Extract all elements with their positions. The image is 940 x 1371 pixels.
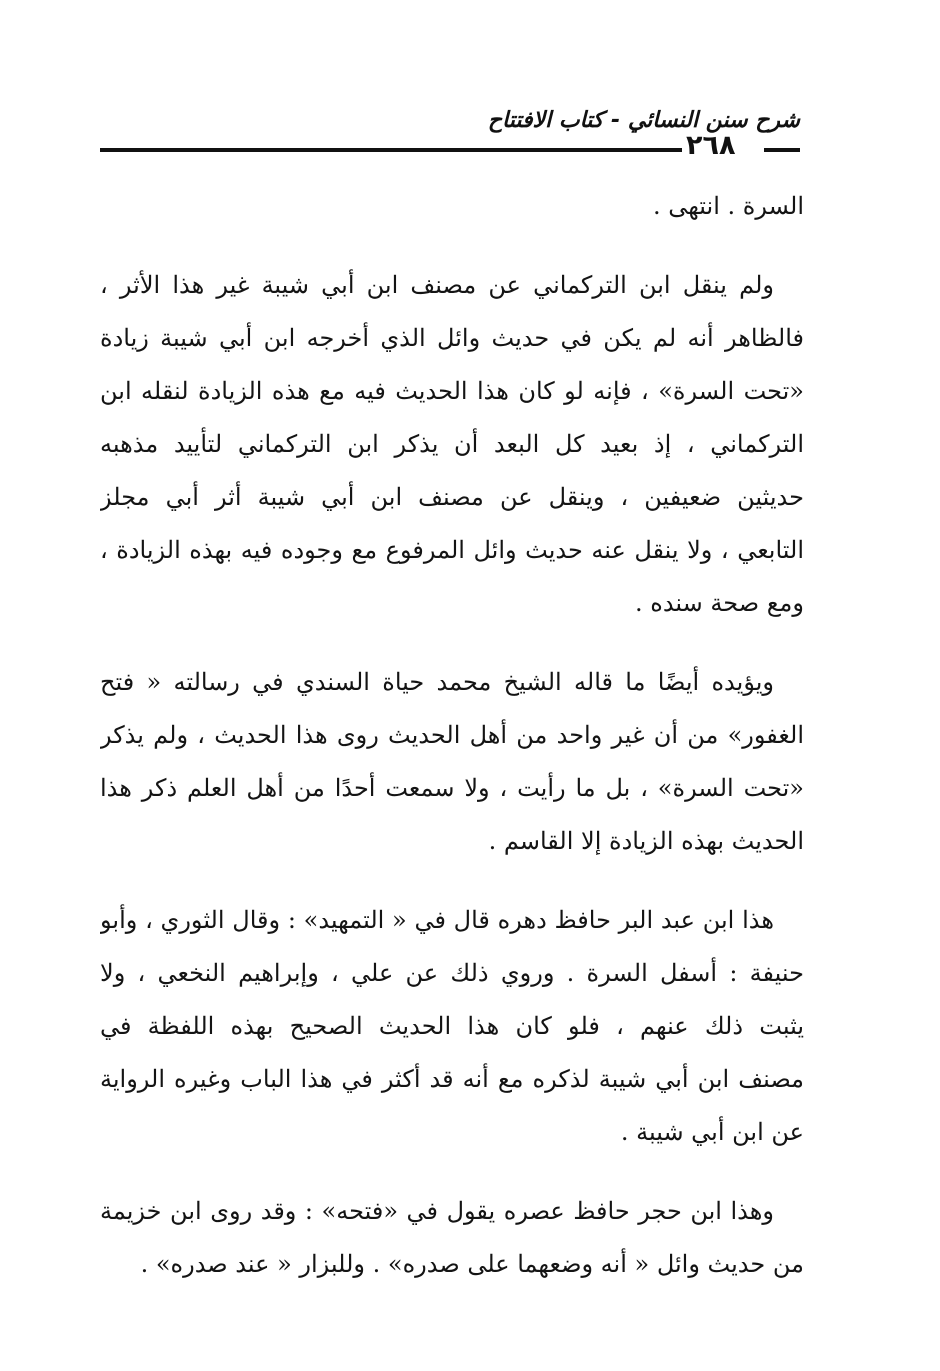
text-line: مصنف ابن أبي شيبة لذكره مع أنه قد أكثر في هذا الباب وغيره الرواية [100,1065,804,1093]
text-line: حديثين ضعيفين ، وينقل عن مصنف ابن أبي شيبة أثر أبي مجلز [100,483,804,511]
paragraph-gap [100,1159,804,1185]
running-header-title: شرح سنن النسائي - كتاب الافتتاح [487,108,800,133]
text-line: من حديث وائل « أنه وضعهما على صدره» . وللبزار « عند صدره» . [140,1250,804,1278]
text-line: ولم ينقل ابن التركماني عن مصنف ابن أبي شيبة غير هذا الأثر ، [100,271,774,299]
paragraph [100,894,804,1159]
text-line: وهذا ابن حجر حافظ عصره يقول في «فتحه» : وقد روى ابن خزيمة [100,1197,774,1225]
paragraph [100,259,804,630]
text-line: السرة . انتهى . [652,192,804,220]
text-line: حنيفة : أسفل السرة . وروي ذلك عن علي ، وإبراهيم النخعي ، ولا [100,959,804,987]
text-line: عن ابن أبي شيبة . [620,1118,804,1146]
paragraph-gap [100,630,804,656]
text-line: فالظاهر أنه لم يكن في حديث وائل الذي أخرجه ابن أبي شيبة زيادة [100,324,804,352]
text-line: يثبت ذلك عنهم ، فلو كان هذا الحديث الصحيح بهذه اللفظة في [100,1012,804,1040]
text-line: التركماني ، إذ بعيد كل البعد أن يذكر ابن التركماني لتأييد مذهبه [100,430,804,458]
page-number: ٢٦٨ [686,130,736,161]
page-number-dash [764,148,800,152]
text-line: «تحت السرة» ، فإنه لو كان هذا الحديث فيه مع هذه الزيادة لنقله ابن [100,377,804,405]
paragraph [100,656,804,868]
text-line: الحديث بهذه الزيادة إلا القاسم . [488,827,804,855]
text-line: التابعي ، ولا ينقل عنه حديث وائل المرفوع مع وجوده فيه بهذه الزيادة ، [100,536,804,564]
text-line: هذا ابن عبد البر حافظ دهره قال في « التمهيد» : وقال الثوري ، وأبو [100,906,774,934]
paragraph-gap [100,233,804,259]
text-line: ويؤيده أيضًا ما قاله الشيخ محمد حياة السندي في رسالته « فتح [100,668,774,696]
paragraph [100,1185,804,1291]
text-line: ومع صحة سنده . [635,589,804,617]
text-line: «تحت السرة» ، بل ما رأيت ، ولا سمعت أحدًا من أهل العلم ذكر هذا [100,774,804,802]
paragraph [100,180,804,233]
text-line: الغفور» من أن غير واحد من أهل الحديث روى هذا الحديث ، ولم يذكر [100,721,804,749]
header-rule [100,148,682,152]
body-text [100,180,804,1291]
paragraph-gap [100,868,804,894]
